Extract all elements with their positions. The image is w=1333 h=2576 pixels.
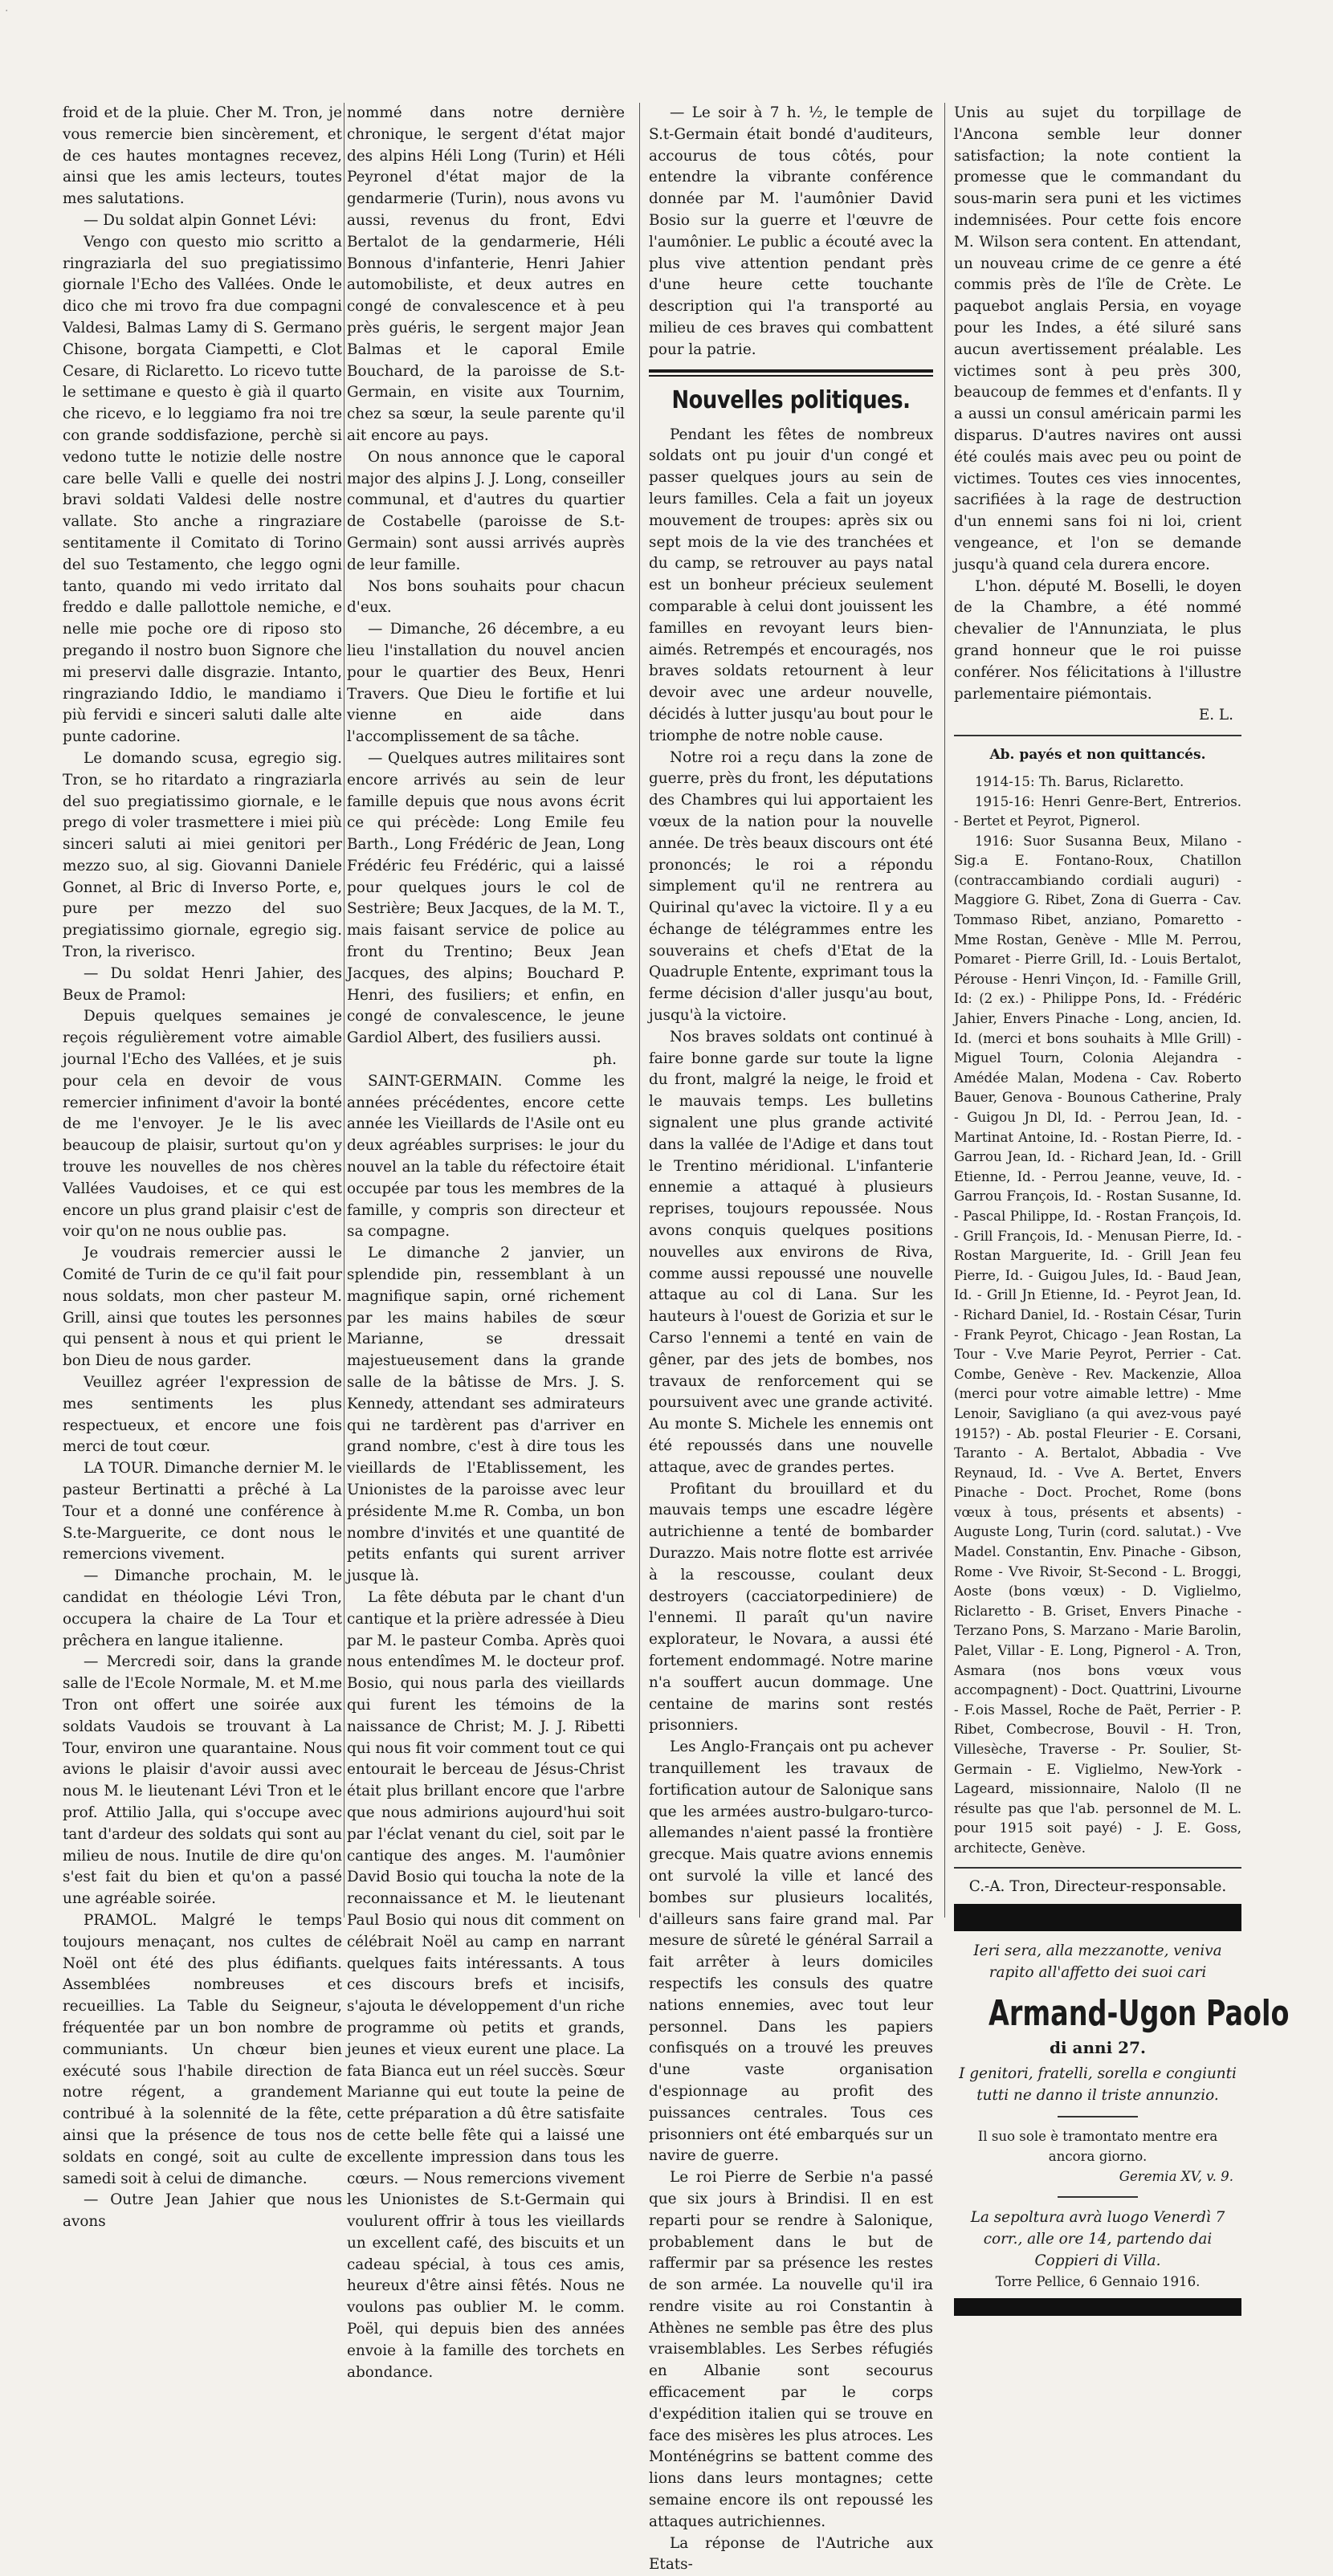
- section-rule: [954, 735, 1241, 736]
- subscriptions-heading: Ab. payés et non quittancés.: [989, 747, 1206, 764]
- obituary-name: Armand-Ugon Paolo: [988, 1992, 1290, 2034]
- paragraph: — Quelques autres militaires sont encore arrivés au sein de leur famille depuis que nous avons écrit ce qui précède: Long Emile feu Barth., Long Frédéric de Jean, Long Frédéric feu Frédéric, qui a laissé pour quelques jours le col de Sestrière; Beux Jacques, de la M. T., mais faisant service de police au front du Trentino; Beux Jean Jacques, des alpins; Bouchard P. Henri, des fusiliers; et enfin, en congé de convalescence, le jeune Gardiol Albert, des fusiliers aussi.: [347, 749, 625, 1047]
- obituary-funeral: La sepoltura avrà luogo Venerdì 7 corr., alle ore 14, partendo dai Coppieri di Villa.: [970, 2209, 1225, 2269]
- paragraph: Nos braves soldats ont continué à faire bonne garde sur toute la ligne du front, malgré la neige, le froid et le mauvais temps. Les bulletins signalent une plus grande activité dans la vallée de l'Adige et dans tout le Trentino méridional. L'infanterie ennemie a attaqué à plusieurs reprises, toujours repoussée. Nous avons conquis quelques positions nouvelles aux environs de Riva, comme aussi repoussé une nouvelle attaque au col di Lana. Sur les hauteurs à l'ouest de Gorizia et sur le Carso l'ennemi a tenté en vain de gêner, par des jets de bombes, nos travaux de renforcement qui se poursuivent avec une grande activité. Au monte S. Michele les ennemis ont été repoussés dans une nouvelle attaque, avec de grandes pertes.: [649, 1028, 933, 1476]
- paragraph: LA TOUR. Dimanche dernier M. le pasteur Bertinatti a prêché à La Tour et a donné une conférence à S.te-Marguerite, ce dont nous le remercions vivement.: [63, 1460, 342, 1563]
- paragraph: Profitant du brouillard et du mauvais temps une escadre légère autrichienne a tenté de bombarder Durazzo. Mais notre flotte est arrivée à la rescousse, coulant deux destroyers (cacciatorpediniere) de l'ennemi. Il paraît qu'un navire explorateur, le Novara, a aussi été fortement endommagé. Notre marine n'a souffert aucun dommage. Une centaine de marins sont restés prisonniers.: [649, 1480, 933, 1734]
- paragraph: — Le soir à 7 h. ½, le temple de S.t-Germain était bondé d'auditeurs, accourus de tous côtés, pour entendre la vibrante conférence donnée par M. l'aumônier David Bosio sur la guerre et l'œuvre de l'aumônier. Le public a écouté avec la plus vive attention pendant près d'une heure cette touchante description qui l'a transporté au milieu de ces braves qui combattent pour la patrie.: [649, 104, 933, 358]
- obituary: [954, 1904, 1290, 2316]
- column-1: [63, 103, 342, 2233]
- paragraph: nommé dans notre dernière chronique, le sergent d'état major des alpins Héli Long (Turin) et Héli Peyronel d'état major de la gendarmerie (Turin), nous avons vu aussi, revenus du front, Edvi Bertalot de la gendarmerie, Héli Bonnous d'infanterie, Henri Jahier automobiliste, et deux autres en congé de convalescence et à peu près guéris, le sergent major Jean Balmas et le caporal Emile Bouchard, de la paroisse de S.t-Germain, en visite aux Tournim, chez sa sœur, la seule parente qu'il ait encore au pays.: [347, 104, 625, 444]
- obituary-verse: Il suo sole è tramontato mentre era ancora giorno.: [977, 2129, 1218, 2164]
- paragraph: Le roi Pierre de Serbie n'a passé que six jours à Brindisi. Il en est reparti pour se rendre à Salonique, probablement dans le but de raffermir par sa présence les restes de son armée. La nouvelle qu'il ira rendre visite au roi Constantin à Athènes ne semble pas être des plus vraisemblables. Les Serbes réfugiés en Albanie sont secourus efficacement par le corps d'expédition italien qui se trouve en face des misères les plus atroces. Les Monténégrins se battent comme des lions dans leurs montagnes; cette semaine encore ils ont repoussé les attaques autrichiennes.: [649, 2169, 933, 2530]
- column-rule: [944, 103, 945, 1918]
- obituary-intro: Ieri sera, alla mezzanotte, veniva rapito all'affetto dei suoi cari: [973, 1942, 1222, 1982]
- paragraph: Vengo con questo mio scritto a ringraziarla del suo pregiatissimo giornale l'Echo des Vallées. Onde le dico che mi trovo fra due compagni Valdesi, Balmas Lamy di S. Germano Chisone, borgata Ciampetti, e Clot Cesare, di Riclaretto. Lo ricevo tutte le settimane e questo è già il quarto che ricevo, e lo leggiamo fra noi tre con grande soddisfazione, perchè si vedono tutte le notizie delle nostre care belle Valli e quelle dei nostri bravi soldati Valdesi delle nostre vallate. Sto anche a ringraziare sentitamente il Comitato di Torino del suo Testamento, che leggo ogni tanto, quando mi vedo irritato dal freddo e dalle pallottole nemiche, e nelle mie poche ore di riposo sto pregando il nostro buon Signore che mi preservi dalle disgrazie. Intanto, ringraziando Iddio, le mandiamo i più fervidi e sinceri saluti dalle alte punte cadorine.: [63, 233, 342, 746]
- page-speck: ·: [5, 5, 9, 18]
- paragraph: Unis au sujet du torpillage de l'Ancona semble leur donner satisfaction; la note contient la promesse que le commandant du sous-marin sera puni et les victimes indemnisées. Pour cette fois encore M. Wilson sera content. En attendant, un nouveau crime de ce genre a été commis près de l'île de Crète. Le paquebot anglais Persia, en voyage pour les Indes, a été siluré sans aucun avertissement préalable. Les victimes sont à peu près 300, beaucoup de femmes et d'enfants. Il y a aussi un consul américain parmi les disparus. D'autres navires ont aussi été coulés mais avec peu ou point de victimes. Toutes ces vies innocentes, sacrifiées à la rage de destruction d'un ennemi sans foi ni loi, crient vengeance, et l'on se demande jusqu'à quand cela durera encore.: [954, 104, 1241, 573]
- paragraph: Pendant les fêtes de nombreux soldats ont pu jouir d'un congé et passer quelques jours au sein de leurs familles. Cela a fait un joyeux mouvement de troupes: après six ou sept mois de la vie des tranchées et du camp, se retrouver au pays natal est un bonheur précieux seulement comparable à celui dont jouissent les familles en revoyant leurs bien-aimés. Retrempés et encouragés, nos braves soldats retournent à leur devoir avec une ardeur nouvelle, décidés à lutter jusqu'au bout pour le triomphe de notre noble cause.: [649, 426, 933, 744]
- paragraph: Les Anglo-Français ont pu achever tranquillement les travaux de fortification autour de Salonique sans que les armées austro-bulgaro-turco-allemandes n'aient passé la frontière grecque. Mais quatre avions ennemis ont survolé la ville et lancé des bombes sur plusieurs localités, d'ailleurs sans faire grand mal. Par mesure de sûreté le général Sarrail a fait arrêter à leurs domiciles respectifs les consuls des quatre nations ennemies, avec tout leur personnel. Dans les papiers confisqués on a trouvé les preuves d'une vaste organisation d'espionnage au profit des puissances centrales. Tous ces prisonniers ont été embarqués sur un navire de guerre.: [649, 1738, 933, 2165]
- director-line: C.-A. Tron, Directeur-responsable.: [968, 1877, 1227, 1895]
- paragraph: Notre roi a reçu dans la zone de guerre, près du front, les députations des Chambres qui lui apportaient les vœux de la nation pour la nouvelle année. De très beaux discours ont été prononcés; le roi a répondu simplement qu'il ne rentrera au Quirinal qu'avec la victoire. Il y a eu échange de télégrammes entre les souverains et chefs d'Etat de la Quadruple Entente, exprimant tous la ferme décision d'aller jusqu'au bout, jusqu'à la victoire.: [649, 748, 933, 1025]
- column-rule: [639, 103, 640, 1918]
- paragraph: La réponse de l'Autriche aux Etats-: [649, 2534, 933, 2574]
- subscription-entry: 1916: Suor Susanna Beux, Milano - Sig.a E. Fontano-Roux, Chatillon (contraccambiando cordiali auguri) - Maggiore G. Ribet, Zona di Guerra - Cav. Tommaso Ribet, anziano, Pomaretto - Mme Rostan, Genève - Mlle M. Perrou, Pomaret - Pierre Grill, Id. - Louis Bertalot, Pérouse - Henri Vinçon, Id. - Famille Grill, Id: (2 ex.) - Philippe Pons, Id. - Frédéric Jahier, Envers Pinache - Long, ancien, Id. Id. (merci et bons souhaits à Mlle Grill) - Miguel Tourn, Colonia Alejandra - Amédée Malan, Modena - Cav. Roberto Bauer, Genova - Bounous Catherine, Praly - Guigou Jn Dl, Id. - Perrou Jean, Id. - Martinat Antoine, Id. - Rostan Pierre, Id. - Garrou Jean, Id. - Richard Jean, Id. - Grill Etienne, Id. - Perrou Jeanne, veuve, Id. - Garrou François, Id. - Rostan Susanne, Id. - Pascal Philippe, Id. - Rostan François, Id. - Grill François, Id. - Menusan Pierre, Id. - Rostan Marguerite, Id. - Grill Jean feu Pierre, Id. - Guigou Jules, Id. - Baud Jean, Id. - Grill Jn Etienne, Id. - Peyrot Jean, Id. - Richard Daniel, Id. - Rostain César, Turin - Frank Peyrot, Chicago - Jean Rostan, La Tour - V.ve Marie Peyrot, Perrier - Cat. Combe, Genève - Rev. Mackenzie, Alloa (merci pour votre aimable lettre) - Mme Lenoir, Savigliano (a qui avez-vous payé 1915?) - Ab. postal Fleurier - E. Corsani, Taranto - A. Bertalot, Abbadia - Vve Reynaud, Id. - Vve A. Bertet, Envers Pinache - Doct. Prochet, Rome (bons vœux à tous, présents et absents) - Auguste Long, Turin (cord. salutat.) - Vve Madel. Constantin, Env. Pinache - Gibson, Rome - Vve Rivoir, St-Second - L. Broggi, Aoste (bons vœux) - D. Viglielmo, Riclaretto - B. Griset, Envers Pinache - Terzano Pons, S. Marzano - Marie Barolin, Palet, Villar - E. Long, Pignerol - A. Tron, Asmara (nos bons vœux vous accompagnent) - Doct. Quattrini, Livourne - F.ois Massel, Roche de Paët, Perrier - P. Ribet, Combecrose, Bouvil - H. Tron, Villesèche, Traverse - Pr. Soulier, St-Germain - E. Viglielmo, New-York - Lageard, missionnaire, Nalolo (Il ne résulte pas que l'ab. personnel de M. L. pour 1915 soit payé) - J. E. Goss, architecte, Genève.: [954, 833, 1241, 1856]
- paragraph: froid et de la pluie. Cher M. Tron, je vous remercie bien sincèrement, et de ces hautes montagnes recevez, ainsi que les amis lecteurs, toutes mes salutations.: [63, 104, 342, 208]
- paragraph: Je voudrais remercier aussi le Comité de Turin de ce qu'il fait pour nous soldats, mon cher pasteur M. Grill, ainsi que toutes les personnes qui pensent à nous et qui prient le bon Dieu de nous garder.: [63, 1245, 342, 1370]
- section-rule: [954, 1867, 1241, 1869]
- paragraph: — Du soldat alpin Gonnet Lévi:: [84, 211, 317, 229]
- paragraph: Depuis quelques semaines je reçois régulièrement votre aimable journal l'Echo des Vallées, et je suis pour cela en devoir de vous remercier infiniment d'avoir la bonté de me l'envoyer. Je le lis avec beaucoup de plaisir, surtout qu'on y trouve les nouvelles de nos chères Vallées Vaudoises, et ce qui est encore un plus grand plaisir c'est de voir qu'on ne nous oublie pas.: [63, 1008, 342, 1241]
- paragraph: La fête débuta par le chant d'un cantique et la prière adressée à Dieu par M. le pasteur Comba. Après quoi nous entendîmes M. le docteur prof. Bosio, qui nous parla des vieillards qui furent les témoins de la naissance de Christ; M. J. J. Ribetti qui nous fit voir comment tout ce qui entourait le berceau de Jésus-Christ était plus brillant encore que l'arbre que nous admirions aujourd'hui soit par l'éclat venant du ciel, soit par le cantique des anges. M. l'aumônier David Bosio qui toucha la note de la reconnaissance et M. le lieutenant Paul Bosio qui nous dit comment on célébrait Noël au camp en narrant quelques faits intéressants. A tous ces discours brefs et incisifs, s'ajouta le développement d'un riche programme où petits et grands, jeunes et vieux eurent une place. La fata Bianca eut un réel succès. Sœur Marianne qui eut toute la peine de cette préparation a dû être satisfaite de cette belle fête qui a laissé une excellente impression dans tous les cœurs. — Nous remercions vivement les Unionistes de S.t-Germain qui voulurent offrir à tous les vieillards un excellent café, des biscuits et un cadeau spécial, à tous ces amis, heureux d'être ainsi fêtés. Nous ne voulons pas oublier M. le comm. Poël, qui depuis bien des années envoie à la famille des torchets en abondance.: [347, 1588, 625, 2381]
- paragraph: Le dimanche 2 janvier, un splendide pin, ressemblant à un magnifique sapin, orné richement par les mains habiles de sœur Marianne, se dressait majestueusement dans la grande salle de la bâtisse de Mrs. J. S. Kennedy, attendant ses admirateurs qui ne tardèrent pas d'arriver en grand nombre, c'est à dire tous les vieillards de l'Etablissement, les Unionistes de la paroisse avec leur présidente M.me R. Comba, un bon nombre d'invités et une quantité de petits enfants qui surent arriver jusque là.: [347, 1245, 625, 1585]
- subscription-entry: 1914-15: Th. Barus, Riclaretto.: [975, 773, 1184, 789]
- column-2: [347, 103, 625, 2383]
- paragraph: — Du soldat Henri Jahier, des Beux de Pramol:: [63, 964, 342, 1004]
- section-rule: [649, 369, 933, 373]
- paragraph: — Dimanche, 26 décembre, a eu lieu l'installation du nouvel ancien pour le quartier des Beux, Henri Travers. Que Dieu le fortifie et lui vienne en aide dans l'accomplissement de sa tâche.: [347, 621, 625, 746]
- paragraph: — Dimanche prochain, M. le candidat en théologie Lévi Tron, occupera la chaire de La Tour et prêchera en langue italienne.: [63, 1567, 342, 1649]
- obituary-rule: [1058, 2116, 1138, 2117]
- subscription-entry: 1915-16: Henri Genre-Bert, Entrerios. - Bertet et Peyrot, Pignerol.: [954, 793, 1241, 829]
- obituary-place-date: Torre Pellice, 6 Gennaio 1916.: [995, 2273, 1201, 2289]
- column-3: [649, 103, 933, 2576]
- paragraph: — Mercredi soir, dans la grande salle de l'Ecole Normale, M. et M.me Tron ont offert une soirée aux soldats Vaudois se trouvant à La Tour, environ une quarantaine. Nous avions le plaisir d'avoir aussi avec nous M. le lieutenant Lévi Tron et le prof. Attilio Jalla, qui s'occupe avec tant d'ardeur des soldats qui sont au milieu de nous. Inutile de dire qu'on s'est fait du bien et qu'on a passé une agréable soirée.: [63, 1653, 342, 1908]
- paragraph: On nous annonce que le caporal major des alpins J. J. Long, conseiller communal, et d'autres du quartier de Costabelle (paroisse de S.t-Germain) sont aussi arrivés auprès de leur famille.: [347, 448, 625, 573]
- paragraph: SAINT-GERMAIN. Comme les années précédentes, encore cette année les Vieillards de l'Asile ont eu deux agréables surprises: le jour du nouvel an la table du réfectoire était occupée par tous les membres de la famille, y compris son directeur et sa compagne.: [347, 1072, 625, 1241]
- paragraph: L'hon. député M. Boselli, le doyen de la Chambre, a été nommé chevalier de l'Annunziata, le plus grand honneur que le roi puisse conférer. Nos félicitations à l'illustre parlementaire piémontais.: [954, 577, 1241, 703]
- author-initials: ph.: [593, 1051, 617, 1069]
- paragraph: Veuillez agréer l'expression de mes sentiments les plus respectueux, et encore une fois merci de tout cœur.: [63, 1374, 342, 1456]
- section-heading: Nouvelles politiques.: [671, 385, 911, 414]
- obituary-black-bar: [954, 1904, 1241, 1931]
- paragraph: Nos bons souhaits pour chacun d'eux.: [347, 577, 625, 617]
- paragraph: Le domando scusa, egregio sig. Tron, se ho ritardato a ringraziarla del suo pregiatissimo giornale, e le prego di voler trasmettere i miei più sinceri saluti ai miei genitori per mezzo suo, al sig. Giovanni Daniele Gonnet, al Bric di Inverso Porte, e, pure per mezzo del suo pregiatissimo giornale, egregio sig. Tron, la riverisco.: [63, 749, 342, 961]
- paragraph: PRAMOL. Malgré le temps toujours menaçant, nos cultes de Noël ont été des plus édifiants. Assemblées nombreuses et recueillies. La Table du Seigneur, fréquentée par un bon nombre de communiants. Un chœur bien exécuté sous l'habile direction de notre régent, a grandement contribué à la solennité de la fête, ainsi que la présence de tous nos soldats en congé, soit au culte de samedi soit à celui de dimanche.: [63, 1911, 342, 2187]
- obituary-age: di anni 27.: [1050, 2037, 1146, 2057]
- obituary-rule: [1058, 2196, 1138, 2198]
- obituary-black-bar: [954, 2298, 1241, 2316]
- section-rule: [649, 375, 933, 377]
- obituary-verse-reference: Geremia XV, v. 9.: [1119, 2168, 1233, 2184]
- paragraph: — Outre Jean Jahier que nous avons: [63, 2191, 342, 2231]
- column-4: [954, 103, 1290, 2325]
- obituary-family: I genitori, fratelli, sorella e congiunti tutti ne danno il triste annunzio.: [959, 2064, 1237, 2104]
- author-signature: E. L.: [1198, 707, 1233, 724]
